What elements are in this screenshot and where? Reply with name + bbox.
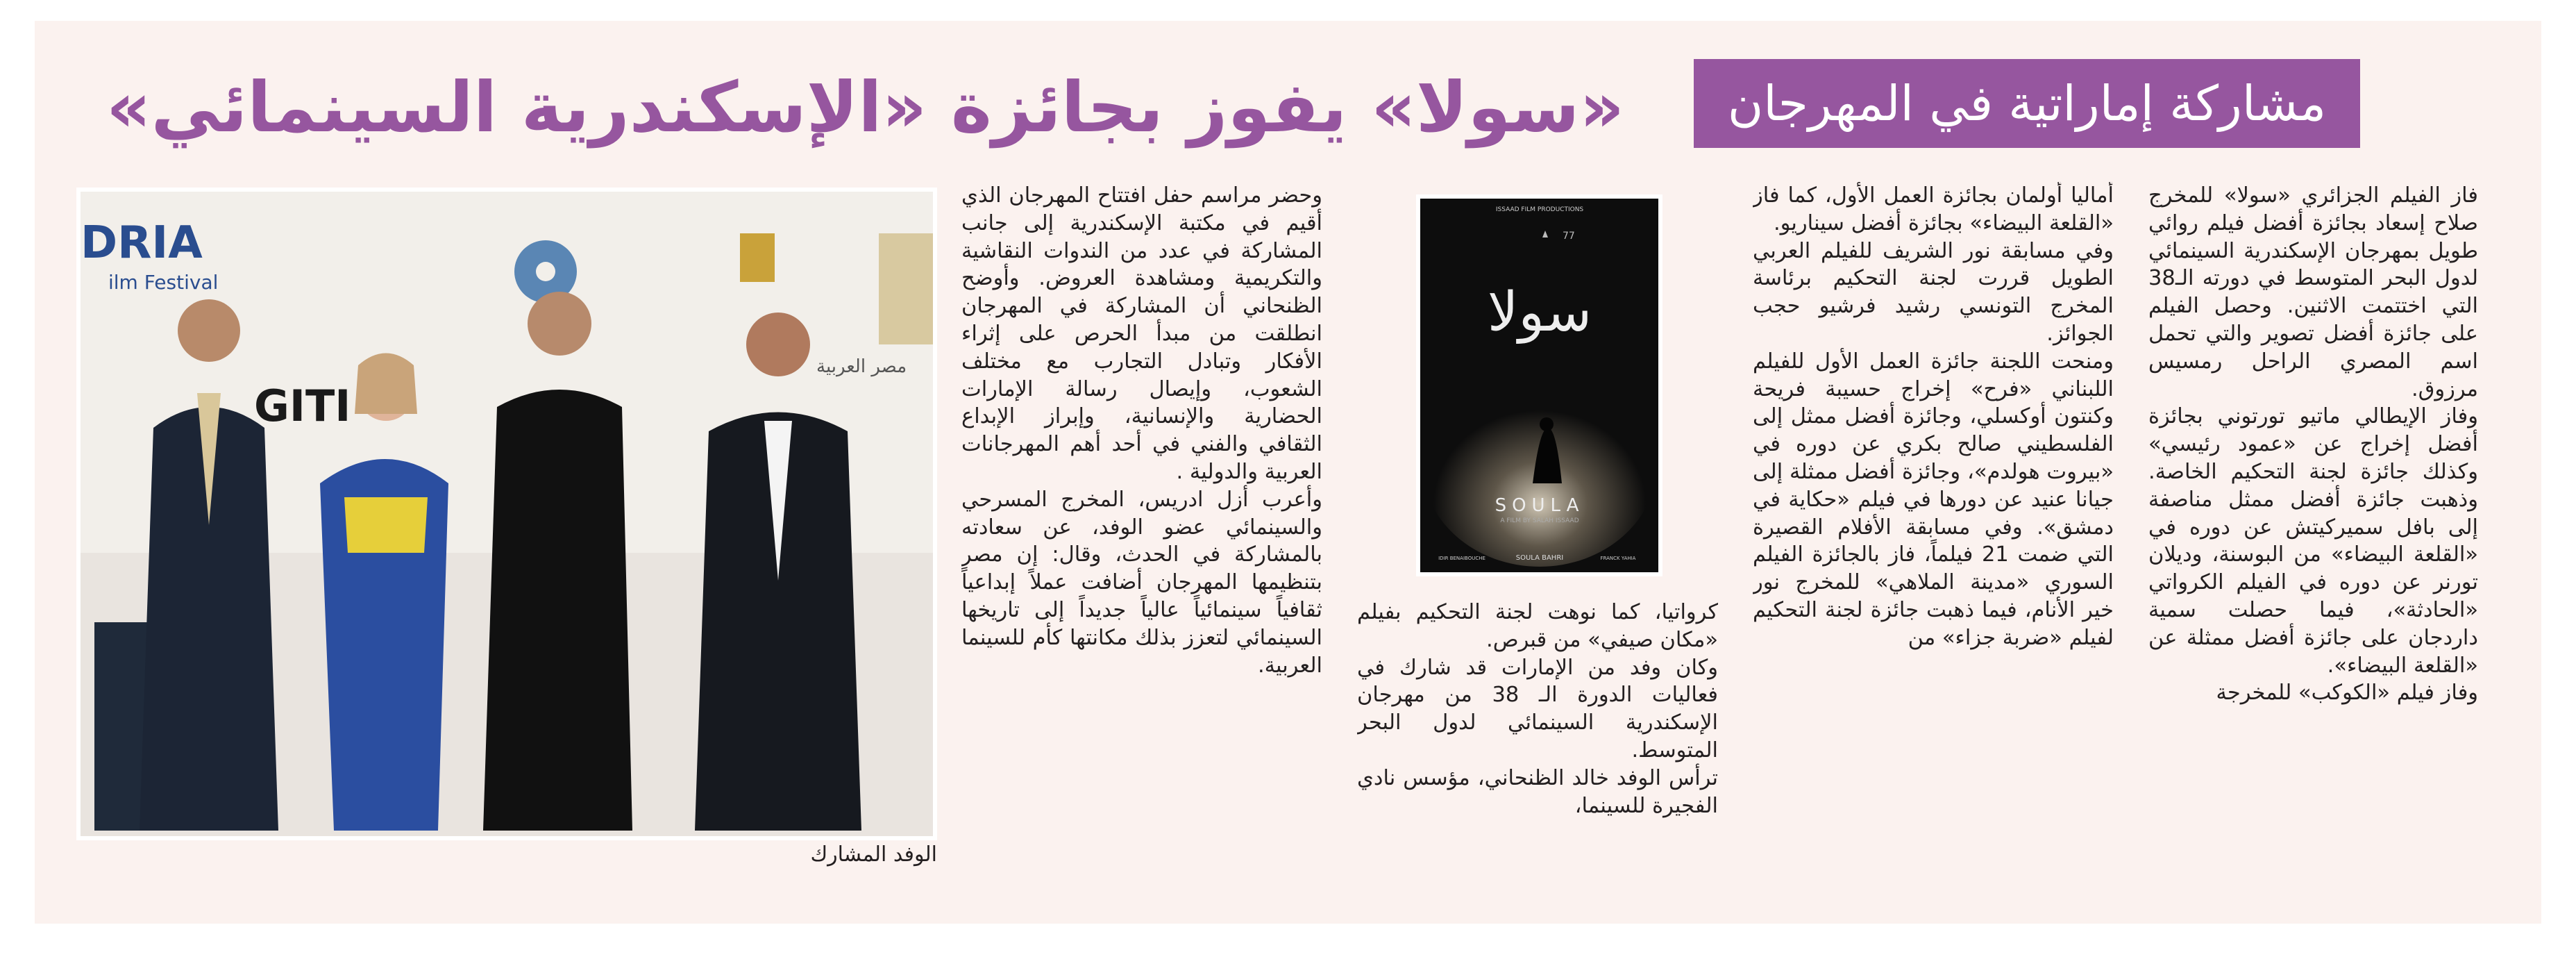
delegation-photo [76,188,937,840]
egypt-eagle-emblem [740,233,775,282]
banner-text-mid: GITI [254,381,351,431]
photo-caption: الوفد المشارك [810,842,937,867]
person-3-head [528,292,591,356]
delegation-photo-graphic [81,192,933,836]
person-4-head [746,313,810,376]
banner-text-left: DRIA [81,217,203,269]
poster-festival-number: 77 [1563,231,1575,242]
section-kicker: مشاركة إماراتية في المهرجان [1694,59,2360,148]
article-column-2: أماليا أولمان بجائزة العمل الأول، كما فاز «القلعة البيضاء» بجائزة أفضل سيناريو. وفي مسابقة نور الشريف للفيلم العربي الطويل قررت لجنة التحكيم برئاسة المخرج التونسي رشيد فرشيو حجب الجوائز. ومنحت اللجنة جائزة العمل الأول للفيلم اللبناني «فرح» إخراج حسيبة فريحة وكنتون أوكسلي، وجائزة أفضل ممثل إلى الفلسطيني صالح بكري عن دوره في «بيروت هولدم»، وجائزة أفضل ممثلة إلى جيانا عنيد عن دورها في فيلم «حكاية في دمشق». وفي مسابقة الأفلام القصيرة التي ضمت 21 فيلماً، فاز بالجائزة الفيلم السوري «مدينة الملاهي» للمخرج نور خير الأنام، فيما ذهبت جائزة لجنة التحكيم لفيلم «ضربة جزاء» من [1753,183,2114,650]
banner-text-right: مصر العربية [816,356,907,377]
poster-graphic [1420,199,1658,572]
article-column-4: وحضر مراسم حفل افتتاح المهرجان الذي أقيم في مكتبة الإسكندرية إلى جانب المشاركة في عدد من الندوات النقاشية والتكريمية ومشاهدة العروض. وأوضح الظنحاني أن المشاركة في المهرجان انطلقت من مبدأ الحرص على إثراء الأفكار وتبادل التجارب مع مختلف الشعوب، وإيصال رسالة الإمارات الحضارية والإنسانية، وإبراز الإبداع الثقافي والفني في أحد أهم المهرجانات العربية والدولية . وأعرب أزل ادريس، المخرج المسرحي والسينمائي عضو الوفد، عن سعادته بالمشاركة في الحدث، وقال: إن مصر بتنظيمها المهرجان أضافت عملاً إبداعياً ثقافياً سينمائياً عالياً جديداً إلى تاريخها السينمائي لتعزز بذلك مكانتها كأم للسينما العربية. [961,183,1322,678]
poster-cast-2: IDIR BENAIBOUCHE [1438,556,1485,561]
headline: «سولا» يفوز بجائزة «الإسكندرية السينمائي» [106,67,1624,148]
banner-text-left-sub: ilm Festival [108,271,219,294]
poster-cast-3: FRANCK YAHIA [1600,556,1636,561]
person-1-head [178,299,240,362]
poster-figure-head [1540,417,1554,431]
poster-director-credit: A FILM BY SALAH ISSAAD [1500,517,1579,524]
article-column-1: فاز الفيلم الجزائري «سولا» للمخرج صلاح إسعاد بجائزة أفضل فيلم روائي طويل بمهرجان الإسكندرية السينمائي لدول البحر المتوسط في دورته الـ38 التي اختتمت الاثنين. وحصل الفيلم على جائزة أفضل تصوير والتي تحمل اسم المصري الراحل رمسيس مرزوق. وفاز الإيطالي ماتيو تورتوني بجائزة أفضل إخراج عن «عمود رئيسي» وكذلك جائزة لجنة التحكيم الخاصة. وذهبت جائزة أفضل ممثل مناصفة إلى بافل سميركيتش عن دوره في «القلعة البيضاء» من البوسنة، وديلان تورنر عن دوره في الفيلم الكرواتي «الحادثة»، فيما حصلت سمية داردجان على جائزة أفضل ممثلة عن «القلعة البيضاء». وفاز فيلم «الكوكب» للمخرجة [2148,183,2478,706]
poster-producer: ISSAAD FILM PRODUCTIONS [1495,206,1584,213]
poster-title-arabic: سولا [1487,281,1592,344]
poster-cast-1: SOULA BAHRI [1515,554,1564,562]
person-3-suit [483,390,632,831]
banner-decor [879,233,933,344]
article-column-3: كرواتيا، كما نوهت لجنة التحكيم بفيلم «مكان صيفي» من قبرص. وكان وفد من الإمارات قد شارك في فعاليات الدورة الـ 38 من مهرجان الإسكندرية السينمائي لدول البحر المتوسط. ترأس الوفد خالد الظنحاني، مؤسس نادي الفجيرة للسينما، [1357,600,1718,818]
poster-title-latin: SOULA [1495,495,1585,516]
film-poster [1416,194,1662,576]
